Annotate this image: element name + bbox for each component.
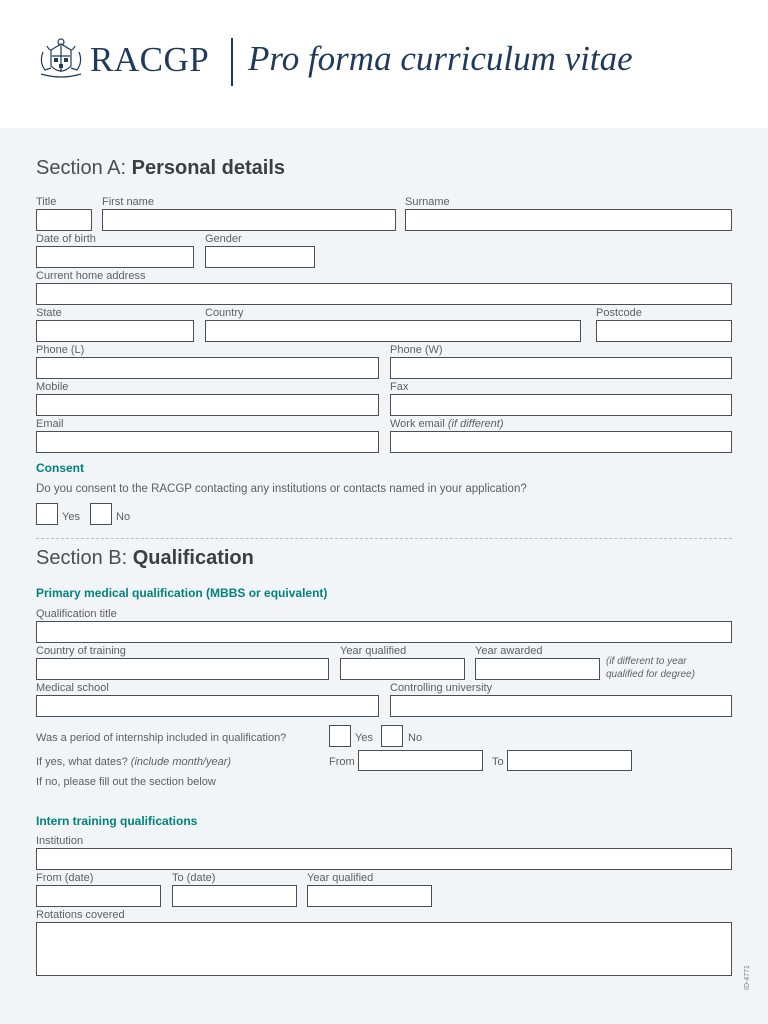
country-of-training-field[interactable] [36,658,329,680]
title-field[interactable] [36,209,92,231]
state-label: State [36,307,62,319]
first-name-label: First name [102,196,154,208]
internship-no-label: No [408,732,423,744]
phone-l-field[interactable] [36,357,379,379]
postcode-field[interactable] [596,320,732,342]
email-field[interactable] [36,431,379,453]
section-divider [36,538,732,539]
first-name-field[interactable] [102,209,396,231]
intern-year-qualified-field[interactable] [307,885,432,907]
to-date-label: To (date) [172,872,216,884]
from-date-label: From (date) [36,872,94,884]
header-divider [231,38,233,86]
from-date-field[interactable] [36,885,161,907]
document-title: Pro forma curriculum vitae [248,39,633,78]
internship-yes-label: Yes [355,732,373,744]
mobile-field[interactable] [36,394,379,416]
racgp-crest-logo [37,36,85,80]
postcode-label: Postcode [596,307,642,319]
year-qualified-label: Year qualified [340,645,407,657]
qualification-title-label: Qualification title [36,608,117,620]
consent-heading: Consent [36,461,84,475]
country-label: Country [205,307,244,319]
year-qualified-field[interactable] [340,658,465,680]
country-of-training-label: Country of training [36,645,126,657]
if-no-instruction: If no, please fill out the section below [36,776,216,788]
consent-question: Do you consent to the RACGP contacting any institutions or contacts named in your application? [36,483,527,495]
gender-field[interactable] [205,246,315,268]
work-email-label [390,418,504,430]
primary-qualification-heading: Primary medical qualification (MBBS or equivalent) [36,586,328,600]
internship-yes-checkbox[interactable] [329,725,351,747]
medical-school-label: Medical school [36,682,109,694]
institution-label: Institution [36,835,84,847]
qualification-title-field[interactable] [36,621,732,643]
state-field[interactable] [36,320,194,342]
title-label: Title [36,196,57,208]
consent-yes-label: Yes [62,511,80,523]
dob-field[interactable] [36,246,194,268]
intern-year-qualified-label: Year qualified [307,872,374,884]
medical-school-field[interactable] [36,695,379,717]
section-a-title [36,156,285,180]
internship-no-checkbox[interactable] [381,725,403,747]
consent-no-label: No [116,511,131,523]
work-email-note: (if different) [447,418,504,430]
section-b-prefix: Section B: [36,547,133,569]
consent-no-checkbox[interactable] [90,503,112,525]
internship-to-field[interactable] [507,750,632,771]
dates-question-note: (include month/year) [130,756,232,768]
dob-label: Date of birth [36,233,96,245]
internship-from-field[interactable] [358,750,483,771]
dates-question-text: If yes, what dates? [36,756,131,768]
controlling-university-label: Controlling university [390,682,493,694]
institution-field[interactable] [36,848,732,870]
page-header [0,0,768,128]
work-email-field[interactable] [390,431,732,453]
section-b-name: Qualification [132,547,254,569]
address-label: Current home address [36,270,146,282]
dates-question [36,756,231,768]
fax-label: Fax [390,381,409,393]
brand-name: RACGP [90,40,210,79]
mobile-label: Mobile [36,381,69,393]
section-b-title [36,546,254,570]
to-label: To [492,756,504,768]
phone-l-label: Phone (L) [36,344,85,356]
work-email-label-text: Work email [390,418,448,430]
phone-w-label: Phone (W) [390,344,443,356]
year-awarded-note: (if different to year qualified for degree) [606,656,695,680]
document-code: ID-4771 [744,965,751,990]
surname-field[interactable] [405,209,732,231]
rotations-label: Rotations covered [36,909,125,921]
section-a-name: Personal details [131,157,286,179]
consent-yes-checkbox[interactable] [36,503,58,525]
intern-training-heading: Intern training qualifications [36,814,198,828]
to-date-field[interactable] [172,885,297,907]
internship-question: Was a period of internship included in qualification? [36,732,287,744]
year-awarded-field[interactable] [475,658,600,680]
fax-field[interactable] [390,394,732,416]
email-label: Email [36,418,64,430]
from-label: From [329,756,355,768]
section-a-prefix: Section A: [36,157,132,179]
address-field[interactable] [36,283,732,305]
country-field[interactable] [205,320,581,342]
surname-label: Surname [405,196,450,208]
phone-w-field[interactable] [390,357,732,379]
year-awarded-label: Year awarded [475,645,543,657]
rotations-field[interactable] [36,922,732,976]
gender-label: Gender [205,233,242,245]
controlling-university-field[interactable] [390,695,732,717]
